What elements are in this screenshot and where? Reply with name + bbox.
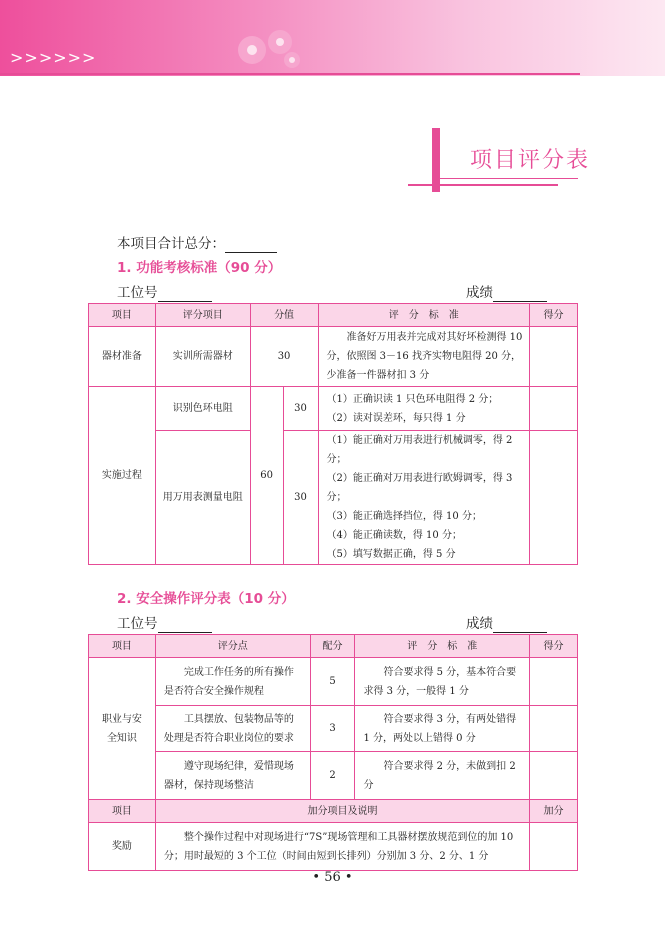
item-cell: 实施过程 (89, 387, 156, 565)
table-header-row (89, 304, 578, 327)
title-underline-2 (408, 184, 558, 186)
header-cell: 项目 (89, 304, 156, 327)
criteria-line: （4）能正确读数，得 10 分； (326, 530, 462, 541)
total-score-label: 本项目合计总分： (117, 236, 225, 252)
criteria-line: （2）读对误差环，每只得 1 分 (326, 412, 466, 424)
function-assessment-table (88, 303, 578, 565)
score-label: 成绩 (466, 616, 493, 632)
workstation-label: 工位号 (117, 616, 158, 632)
score-cell[interactable] (530, 387, 578, 431)
workstation-blank[interactable] (158, 285, 212, 302)
title-bar (432, 128, 440, 192)
header-cell: 加分项目及说明 (155, 800, 529, 823)
table-row (89, 327, 578, 387)
points-cell: 5 (310, 658, 355, 706)
item-cell: 奖励 (89, 823, 156, 871)
table-row (89, 706, 578, 752)
table-row (89, 387, 578, 431)
score-label: 成绩 (466, 285, 493, 301)
table-row (89, 431, 578, 565)
page-number: • 56 • (312, 870, 353, 885)
gear-icon (230, 20, 310, 72)
page-title: 项目评分表 (470, 148, 591, 173)
sub-item-cell: 识别色环电阻 (155, 387, 250, 431)
criteria-cell: 符合要求得 3 分，有两处错得 1 分，两处以上错得 0 分 (355, 706, 530, 752)
score-cell[interactable] (530, 658, 578, 706)
total-score-line (117, 232, 277, 253)
score-blank[interactable] (493, 616, 547, 633)
item-cell: 职业与安全知识 (89, 658, 156, 800)
header-rule (0, 73, 580, 75)
header-cell: 得分 (530, 635, 578, 658)
safety-operation-table (88, 634, 578, 871)
criteria-cell (318, 431, 530, 565)
workstation-label: 工位号 (117, 285, 158, 301)
group-points-cell: 60 (250, 387, 283, 565)
title-underline (440, 178, 578, 179)
score-blank[interactable] (493, 285, 547, 302)
score-cell[interactable] (530, 431, 578, 565)
criteria-line: （5）填写数据正确，得 5 分 (326, 549, 456, 560)
sub-item-cell: 实训所需器材 (155, 327, 250, 387)
criteria-cell: 准备好万用表并完成对其好坏检测得 10 分，依照图 3－16 找齐实物电阻得 20 分，少准备一件器材扣 3 分 (318, 327, 530, 387)
score-line-2 (466, 612, 547, 633)
header-cell: 项目 (89, 800, 156, 823)
bonus-row (89, 823, 578, 871)
points-cell: 3 (310, 706, 355, 752)
score-cell[interactable] (530, 823, 578, 871)
header-cell: 配分 (310, 635, 355, 658)
criteria-cell (318, 387, 530, 431)
total-score-blank[interactable] (225, 236, 277, 253)
score-line-1 (466, 281, 547, 302)
point-cell: 工具摆放、包装物品等的处理是否符合职业岗位的要求 (155, 706, 310, 752)
bonus-description-cell: 整个操作过程中对现场进行“7S”现场管理和工具器材摆放规范到位的加 10 分；用时最短的 3 个工位（时间由短到长排列）分别加 3 分、2 分、1 分 (155, 823, 529, 871)
header-cell: 得分 (530, 304, 578, 327)
criteria-cell: 符合要求得 2 分，未做到扣 2 分 (355, 752, 530, 800)
header-cell: 评分项目 (155, 304, 250, 327)
workstation-blank[interactable] (158, 616, 212, 633)
header-cell: 项目 (89, 635, 156, 658)
section2-heading: 2. 安全操作评分表（10 分） (117, 591, 295, 607)
item-cell: 器材准备 (89, 327, 156, 387)
criteria-line: （1）能正确对万用表进行机械调零，得 2 分； (326, 435, 513, 465)
point-cell: 完成工作任务的所有操作是否符合安全操作规程 (155, 658, 310, 706)
table-row (89, 658, 578, 706)
header-cell: 评分点 (155, 635, 310, 658)
criteria-line: （1）正确识读 1 只色环电阻得 2 分； (326, 393, 499, 405)
points-cell: 30 (250, 327, 318, 387)
criteria-line: （3）能正确选择挡位，得 10 分； (326, 511, 482, 522)
score-cell[interactable] (530, 752, 578, 800)
score-cell[interactable] (530, 327, 578, 387)
points-cell: 30 (283, 431, 318, 565)
point-cell: 遵守现场纪律，爱惜现场器材，保持现场整洁 (155, 752, 310, 800)
table-header-row (89, 635, 578, 658)
points-cell: 2 (310, 752, 355, 800)
header-banner (0, 0, 665, 76)
section1-heading: 1. 功能考核标准（90 分） (117, 260, 282, 276)
points-cell: 30 (283, 387, 318, 431)
header-cell: 分值 (250, 304, 318, 327)
header-cell: 评 分 标 准 (318, 304, 530, 327)
bonus-header-row (89, 800, 578, 823)
score-cell[interactable] (530, 706, 578, 752)
chevron-decoration: >>>>>> (10, 48, 97, 67)
workstation-line-1 (117, 281, 212, 302)
criteria-cell: 符合要求得 5 分，基本符合要求得 3 分，一般得 1 分 (355, 658, 530, 706)
header-cell: 加分 (530, 800, 578, 823)
workstation-line-2 (117, 612, 212, 633)
header-cell: 评 分 标 准 (355, 635, 530, 658)
criteria-line: （2）能正确对万用表进行欧姆调零，得 3 分； (326, 473, 513, 503)
sub-item-cell: 用万用表测量电阻 (155, 431, 250, 565)
table-row (89, 752, 578, 800)
